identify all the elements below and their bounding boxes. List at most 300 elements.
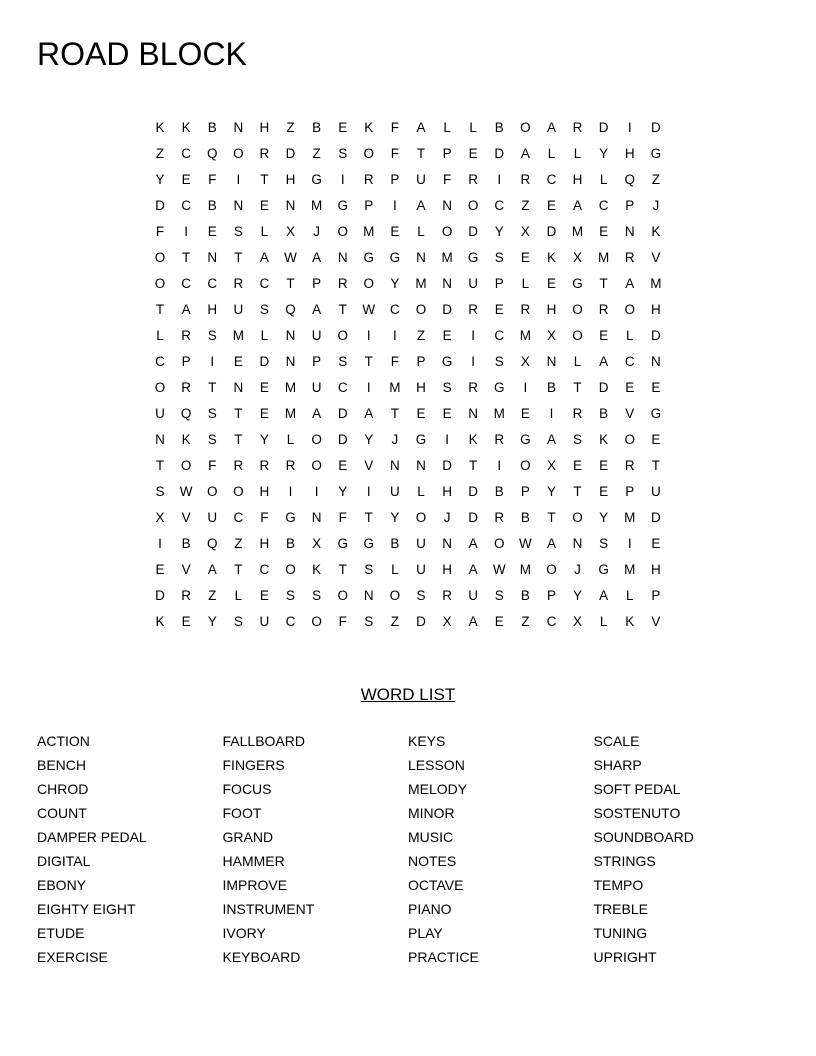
grid-letter: G [650,406,662,421]
grid-letter: G [311,172,322,187]
grid-letter: L [417,484,425,499]
grid-letter: R [337,276,348,291]
grid-letter: E [416,406,426,421]
grid-letter: S [259,302,269,317]
grid-letter: Q [285,302,296,317]
grid-letter: G [337,198,348,213]
grid-letter: A [573,198,583,213]
grid-letter: U [468,588,479,603]
grid-letter: L [469,120,477,135]
grid-letter: O [154,276,166,291]
grid-letter: N [285,328,296,343]
grid-letter: Q [624,172,635,187]
grid-letter: A [468,614,478,629]
grid-letter: I [184,224,189,239]
grid-letter: M [310,198,323,213]
grid-letter: T [651,458,660,473]
word-column [408,729,594,969]
grid-letter: E [494,302,504,317]
grid-letter: E [599,224,609,239]
word-column [37,729,223,969]
grid-letter: Z [416,328,426,343]
grid-letter: I [471,354,476,369]
grid-letter: X [520,354,530,369]
grid-letter: C [259,276,270,291]
grid-letter: E [338,120,348,135]
grid-letter: I [288,484,293,499]
grid-letter: A [599,354,609,369]
grid-letter: N [363,588,374,603]
grid-letter: L [156,328,164,343]
grid-letter: F [208,458,217,473]
grid-letter: E [155,562,165,577]
grid-letter: O [572,302,583,317]
grid-letter: Q [206,146,218,161]
grid-letter: Y [494,224,504,239]
grid-letter: C [259,562,270,577]
word-list-item: COUNT [37,805,87,821]
grid-letter: A [416,120,426,135]
grid-letter: R [233,276,244,291]
grid-letter: T [364,354,373,369]
grid-letter: T [547,510,556,525]
grid-letter: D [155,588,165,603]
grid-letter: E [546,198,556,213]
grid-letter: N [311,510,322,525]
grid-letter: S [207,406,217,421]
grid-letter: I [314,484,319,499]
grid-letter: Y [390,276,400,291]
grid-letter: T [155,458,165,473]
grid-letter: H [442,484,452,499]
grid-letter: N [546,354,557,369]
grid-letter: L [547,146,556,161]
grid-letter: N [416,458,426,473]
grid-letter: E [442,328,452,343]
grid-letter: F [390,120,400,135]
grid-letter: A [207,562,217,577]
grid-letter: K [468,432,478,447]
word-list-item: MUSIC [408,829,454,845]
grid-letter: U [311,328,322,343]
grid-letter: O [154,380,166,395]
grid-letter: J [652,198,660,213]
grid-letter: F [338,510,347,525]
grid-letter: C [181,198,192,213]
grid-letter: G [572,276,583,291]
grid-letter: O [337,224,348,239]
grid-letter: V [651,614,661,629]
grid-letter: X [442,614,452,629]
grid-letter: K [155,120,165,135]
grid-letter: C [181,146,192,161]
grid-letter: S [364,614,374,629]
grid-letter: G [285,510,296,525]
grid-letter: E [181,614,191,629]
grid-letter: D [285,146,296,161]
grid-letter: G [598,562,609,577]
grid-letter: T [573,484,582,499]
word-list-item: OCTAVE [408,877,464,893]
word-list-item: PRACTICE [408,949,479,965]
grid-row [147,115,669,141]
grid-row [147,193,669,219]
grid-letter: R [442,588,452,603]
grid-row [147,219,669,245]
grid-row [147,167,669,193]
grid-letter: C [181,276,192,291]
grid-letter: O [285,562,296,577]
grid-letter: W [179,484,193,499]
grid-letter: M [519,328,531,343]
grid-letter: U [259,614,270,629]
word-list-item: BENCH [37,757,87,773]
grid-letter: B [312,120,322,135]
grid-letter: V [181,562,191,577]
grid-letter: E [651,536,661,551]
grid-letter: E [207,224,217,239]
grid-letter: O [154,250,166,265]
word-list [37,729,797,969]
grid-letter: Y [573,588,583,603]
grid-letter: R [363,172,374,187]
grid-letter: Q [206,536,218,551]
grid-letter: H [259,120,270,135]
grid-letter: L [286,432,295,447]
grid-letter: D [468,510,479,525]
grid-letter: M [389,380,401,395]
grid-letter: R [233,458,244,473]
grid-letter: D [442,458,452,473]
word-list-item: FALLBOARD [222,733,305,749]
grid-letter: A [546,432,556,447]
grid-letter: K [625,614,635,629]
grid-letter: I [210,354,215,369]
grid-letter: D [598,120,609,135]
grid-letter: U [468,276,479,291]
word-list-item: CHROD [37,781,89,797]
grid-letter: G [520,432,531,447]
grid-letter: P [312,276,322,291]
grid-letter: E [520,250,530,265]
grid-letter: S [494,250,504,265]
grid-letter: O [520,458,531,473]
grid-letter: G [337,536,348,551]
grid-row [147,453,669,479]
grid-letter: N [233,120,244,135]
word-list-item: FOCUS [222,781,272,797]
grid-letter: O [624,302,635,317]
grid-letter: I [627,536,632,551]
word-list-item: IMPROVE [222,877,288,893]
grid-letter: C [598,198,609,213]
grid-row [147,401,669,427]
grid-letter: B [599,406,609,421]
word-list-item: ETUDE [37,925,85,941]
grid-letter: I [393,198,397,213]
grid-letter: S [312,588,322,603]
grid-letter: A [546,536,556,551]
grid-letter: I [471,328,476,343]
grid-letter: O [206,484,218,499]
grid-letter: O [233,484,244,499]
grid-letter: T [469,458,478,473]
word-list-item: SCALE [593,733,640,749]
word-list-item: SOUNDBOARD [593,829,694,845]
grid-letter: H [259,484,270,499]
grid-letter: R [181,380,192,395]
grid-letter: R [520,172,531,187]
grid-letter: J [313,224,320,239]
grid-letter: E [468,146,478,161]
grid-letter: S [599,536,609,551]
grid-letter: M [571,224,584,239]
word-column [594,729,780,969]
grid-letter: K [181,432,191,447]
grid-letter: K [651,224,661,239]
grid-letter: E [442,406,452,421]
grid-letter: Y [390,510,400,525]
grid-letter: E [599,458,609,473]
grid-letter: T [364,510,373,525]
grid-letter: R [572,120,583,135]
grid-letter: D [650,328,661,343]
grid-letter: P [312,354,322,369]
grid-letter: Z [286,120,295,135]
grid-letter: A [625,276,635,291]
grid-letter: T [338,302,347,317]
grid-letter: W [518,536,532,551]
grid-letter: K [155,614,165,629]
grid-letter: S [207,328,217,343]
grid-letter: D [494,146,505,161]
grid-letter: X [312,536,322,551]
grid-letter: E [259,198,269,213]
grid-letter: C [624,354,635,369]
grid-letter: I [497,458,502,473]
grid-letter: E [520,406,530,421]
grid-letter: T [208,380,217,395]
grid-letter: P [625,198,635,213]
grid-letter: T [234,250,243,265]
grid-letter: T [234,562,243,577]
word-list-item: HAMMER [222,853,285,869]
grid-letter: P [442,146,452,161]
grid-letter: D [416,614,426,629]
word-list-item: KEYS [408,733,446,749]
grid-letter: O [415,510,427,525]
grid-letter: I [366,328,371,343]
grid-letter: Q [180,406,192,421]
grid-letter: Y [338,484,348,499]
grid-letter: I [366,484,371,499]
grid-letter: M [232,328,244,343]
grid-letter: T [390,406,400,421]
word-list-item: TREBLE [593,901,648,917]
grid-letter: Y [259,432,269,447]
grid-letter: P [651,588,661,603]
grid-letter: D [468,224,479,239]
grid-letter: T [573,380,582,395]
grid-letter: I [340,172,345,187]
grid-letter: A [416,198,426,213]
word-list-item: EBONY [37,877,87,893]
grid-row [147,583,669,609]
word-list-item: FINGERS [222,757,285,773]
grid-letter: I [549,406,554,421]
word-list-item: NOTES [408,853,457,869]
grid-letter: U [416,562,426,577]
word-list-item: MELODY [408,781,468,797]
grid-letter: X [155,510,165,525]
grid-letter: L [521,276,530,291]
grid-letter: B [207,120,217,135]
grid-letter: B [494,484,504,499]
grid-letter: O [467,198,479,213]
grid-letter: M [624,562,636,577]
grid-letter: H [416,380,426,395]
grid-letter: G [467,250,479,265]
grid-letter: C [494,328,505,343]
grid-letter: Z [208,588,217,603]
grid-letter: C [546,172,557,187]
grid-letter: O [180,458,192,473]
grid-letter: S [233,224,243,239]
grid-letter: I [627,120,632,135]
grid-row [147,141,669,167]
word-list-item: TUNING [593,925,648,941]
grid-letter: K [546,250,556,265]
grid-letter: G [415,432,427,447]
grid-letter: R [468,302,479,317]
grid-letter: O [520,120,531,135]
grid-letter: E [625,380,635,395]
grid-letter: O [337,328,348,343]
grid-letter: U [416,536,426,551]
word-list-item: UPRIGHT [593,949,657,965]
grid-letter: U [155,406,165,421]
grid-letter: S [416,588,426,603]
grid-letter: N [390,458,400,473]
grid-letter: R [598,302,609,317]
grid-letter: W [492,562,506,577]
grid-letter: L [417,224,425,239]
grid-letter: W [284,250,297,265]
grid-letter: B [520,510,530,525]
grid-letter: U [311,380,322,395]
grid-letter: I [497,172,502,187]
grid-letter: O [233,146,244,161]
grid-letter: L [443,120,451,135]
grid-letter: A [546,120,556,135]
grid-letter: R [494,510,505,525]
grid-letter: P [625,484,635,499]
grid-letter: O [572,510,583,525]
grid-letter: C [390,302,400,317]
grid-row [147,557,669,583]
grid-letter: J [443,510,451,525]
grid-letter: O [441,224,453,239]
grid-letter: E [599,328,609,343]
word-column [223,729,409,969]
grid-letter: E [390,224,400,239]
grid-letter: S [364,562,374,577]
grid-letter: F [338,614,347,629]
grid-letter: M [493,406,505,421]
grid-letter: X [286,224,296,239]
grid-letter: Y [207,614,217,629]
grid-letter: T [155,302,165,317]
grid-letter: F [260,510,269,525]
grid-letter: C [207,276,218,291]
grid-letter: Y [364,432,374,447]
grid-letter: C [546,614,557,629]
grid-letter: N [572,536,583,551]
word-list-item: DAMPER PEDAL [37,829,147,845]
grid-letter: T [599,276,608,291]
grid-letter: O [546,562,557,577]
grid-letter: T [182,250,191,265]
grid-letter: H [650,562,661,577]
word-list-item: GRAND [222,829,274,845]
grid-letter: Y [599,510,609,525]
grid-letter: A [364,406,374,421]
grid-letter: Z [234,536,243,551]
grid-letter: N [155,432,165,447]
grid-letter: T [234,432,243,447]
grid-letter: D [442,302,452,317]
grid-letter: N [207,250,218,265]
grid-letter: E [599,484,609,499]
grid-letter: P [181,354,191,369]
grid-letter: N [468,406,479,421]
grid-letter: O [572,328,583,343]
grid-letter: P [546,588,556,603]
grid-letter: M [363,224,375,239]
grid-letter: S [573,432,583,447]
grid-letter: S [338,146,348,161]
grid-letter: L [625,328,634,343]
grid-letter: S [207,432,217,447]
grid-letter: O [624,432,635,447]
grid-letter: U [233,302,244,317]
grid-letter: P [390,172,400,187]
grid-letter: K [312,562,322,577]
grid-letter: E [259,406,269,421]
grid-letter: B [181,536,191,551]
grid-letter: K [181,120,191,135]
grid-letter: H [259,536,270,551]
grid-letter: R [468,172,479,187]
grid-letter: N [233,198,244,213]
grid-letter: G [494,380,505,395]
grid-letter: O [311,614,322,629]
grid-row [147,505,669,531]
grid-letter: D [598,380,609,395]
grid-letter: U [390,484,400,499]
grid-letter: Z [521,614,530,629]
grid-letter: D [650,120,661,135]
grid-letter: O [363,146,375,161]
grid-letter: W [362,302,376,317]
word-list-item: EXERCISE [37,949,108,965]
grid-letter: X [546,458,556,473]
grid-letter: N [233,380,244,395]
grid-letter: C [337,380,348,395]
word-list-item: EIGHTY EIGHT [37,901,136,917]
grid-letter: M [519,562,531,577]
grid-letter: L [599,172,608,187]
